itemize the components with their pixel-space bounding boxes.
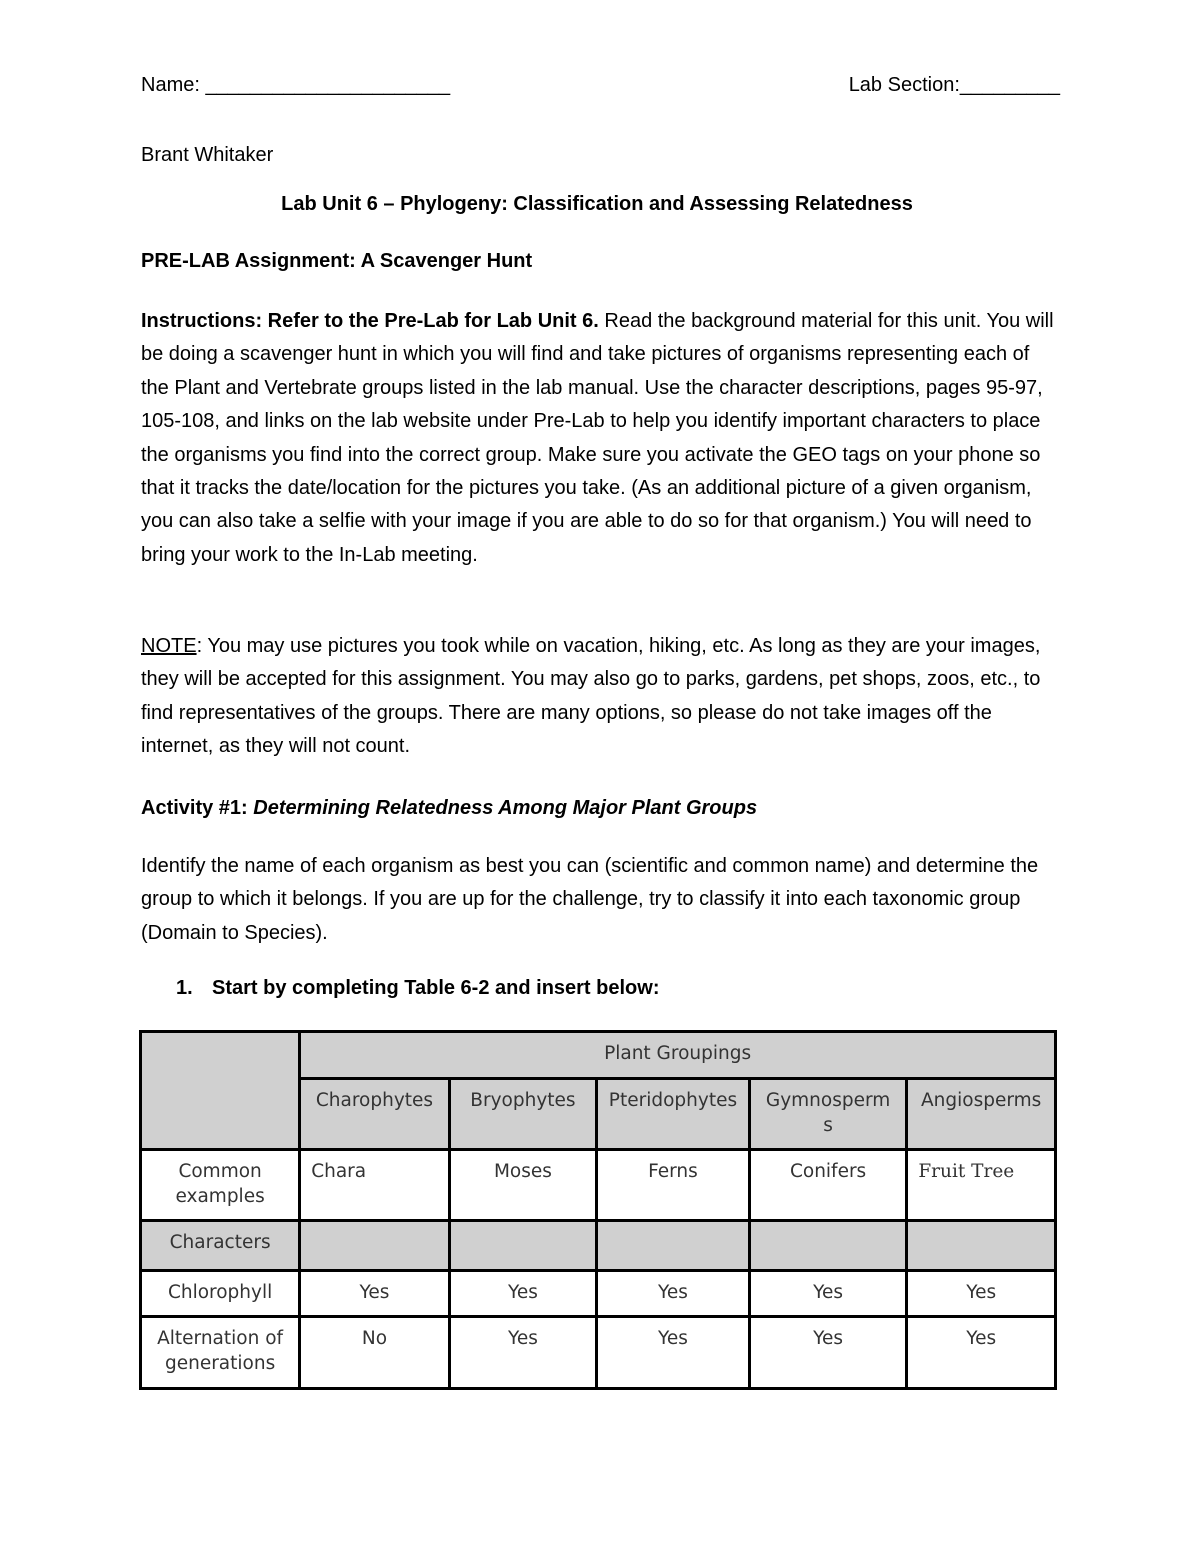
column-header: Charophytes (300, 1079, 450, 1150)
column-header: Angiosperms (907, 1079, 1056, 1150)
instructions-paragraph (141, 305, 1061, 572)
note-label: NOTE (141, 635, 197, 657)
plant-groupings-table (139, 1030, 1057, 1390)
name-field-row (141, 74, 450, 97)
table-cell: Ferns (597, 1150, 750, 1221)
table-cell: Chara (300, 1150, 450, 1221)
table-row (141, 1271, 1056, 1317)
table-cell (300, 1221, 450, 1271)
document-title: Lab Unit 6 – Phylogeny: Classification and Assessing Relatedness (281, 193, 913, 215)
instructions-body: Read the background material for this unit. You will be doing a scavenger hunt in which you will find and take pictures of organisms representing each of the Plant and Vertebrate groups listed in the lab manual. Use the character descriptions, pages 95-97, 105-108, and links on the lab website under Pre-Lab to help you identify important characters to place the organisms you find into the correct group. Make sure you activate the GEO tags on your phone so that it tracks the date/location for the pictures you take. (As an additional picture of a given organism, you can also take a selfie with your image if you are able to do so for that organism.) You will need to bring your work to the In-Lab meeting. (141, 310, 1054, 566)
activity-label: Activity #1: (141, 797, 248, 819)
identify-paragraph: Identify the name of each organism as best you can (scientific and common name) and determine the group to which it belongs. If you are up for the challenge, try to classify it into each taxonomic group (Domain to Species). (141, 855, 1039, 944)
step-1-text: Start by completing Table 6-2 and insert below: (212, 977, 660, 999)
table-cell: Conifers (749, 1150, 907, 1221)
table-cell: Yes (597, 1317, 750, 1389)
table-cell: No (300, 1317, 450, 1389)
student-name: Brant Whitaker (141, 144, 274, 166)
lab-section-field-row (849, 74, 1060, 97)
table-row (141, 1150, 1056, 1221)
table-cell: Yes (449, 1271, 596, 1317)
table-cell: Moses (449, 1150, 596, 1221)
row-label: Alternation of generations (141, 1317, 300, 1389)
table-cell (907, 1221, 1056, 1271)
name-blank: ______________________ (205, 74, 451, 96)
table-cell (449, 1221, 596, 1271)
table-cell (597, 1221, 750, 1271)
table-cell: Yes (300, 1271, 450, 1317)
lab-section-label: Lab Section: (848, 74, 960, 96)
table-cell: Fruit Tree (907, 1150, 1056, 1221)
column-header: Pteridophytes (597, 1079, 750, 1150)
table-cell: Yes (449, 1317, 596, 1389)
step-1 (176, 977, 659, 1000)
table-row (141, 1317, 1056, 1389)
column-header: Bryophytes (449, 1079, 596, 1150)
row-label: Chlorophyll (141, 1271, 300, 1317)
prelab-heading: PRE-LAB Assignment: A Scavenger Hunt (141, 250, 533, 272)
lab-section-blank: _________ (959, 74, 1060, 96)
table-corner-cell (141, 1032, 300, 1150)
name-label: Name: (141, 74, 200, 96)
column-header: Gymnosperm s (749, 1079, 907, 1150)
table-cell: Yes (749, 1271, 907, 1317)
table-cell: Yes (907, 1271, 1056, 1317)
activity-heading (141, 797, 757, 820)
activity-title: Determining Relatedness Among Major Plant Groups (253, 797, 758, 819)
table-cell: Yes (907, 1317, 1056, 1389)
table-cell: Yes (749, 1317, 907, 1389)
plant-groupings-header: Plant Groupings (300, 1032, 1056, 1079)
table-cell: Yes (597, 1271, 750, 1317)
row-label: Characters (141, 1221, 300, 1271)
step-1-number: 1. (176, 977, 193, 999)
table-row (141, 1221, 1056, 1271)
row-label: Common examples (141, 1150, 300, 1221)
table-cell (749, 1221, 907, 1271)
instructions-label: Instructions: Refer to the Pre-Lab for Lab Unit 6. (141, 310, 599, 332)
note-paragraph (141, 630, 1061, 764)
note-body: : You may use pictures you took while on vacation, hiking, etc. As long as they are your images, they will be accepted for this assignment. You may also go to parks, gardens, pet shops, zoos, etc., to find representatives of the groups. There are many options, so please do not take images off the internet, as they will not count. (141, 635, 1041, 758)
